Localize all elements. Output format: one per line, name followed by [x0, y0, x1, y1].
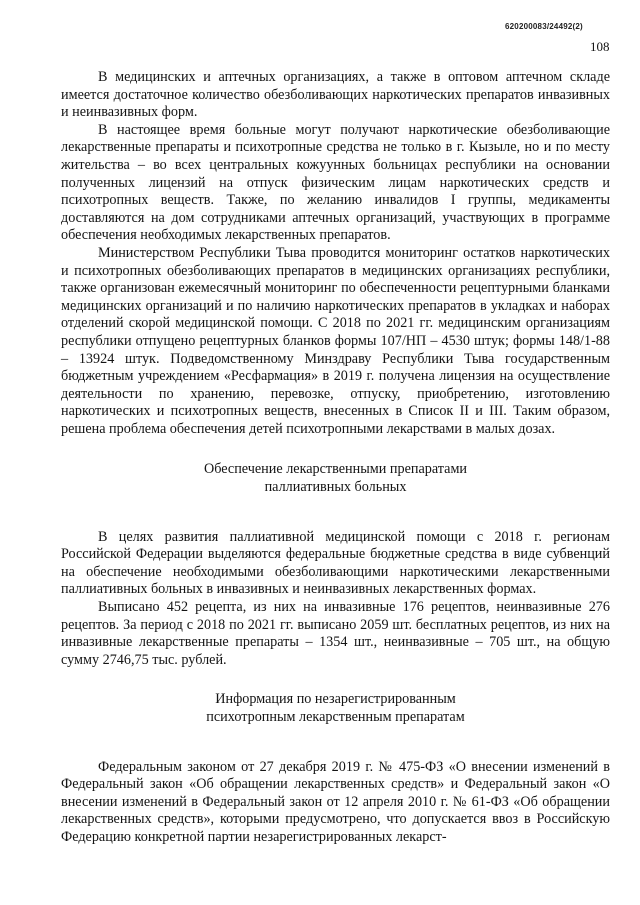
paragraph-access-locations: В настоящее время больные могут получают наркотические обезболивающие лекарственные препараты и психотропные средства не только в г. Кызыле, но и по месту жительства – во всех центральных кожуунных больницах республики на основании полученных лицензий на отпуск физическим лицам наркотических средств и психотропных веществ. Также, по желанию инвалидов I группы, медикаменты доставляются на дом сотрудниками аптечных организаций, участвующих в программе обеспечения необходимых лекарственных препаратов.	[61, 121, 610, 244]
doc-id: 620200083/24492(2)	[505, 22, 583, 31]
heading-palliative-line1: Обеспечение лекарственными препаратами	[203, 461, 468, 478]
heading-unregistered-line1: Информация по незарегистрированным	[215, 691, 456, 708]
paragraph-pharmacy-stock: В медицинских и аптечных организациях, а также в оптовом аптечном складе имеется достаточное количество обезболивающих наркотических препаратов инвазивных и неинвазивных форм.	[61, 69, 610, 121]
paragraph-palliative-funding: В целях развития паллиативной медицинской помощи с 2018 г. регионам Российской Федерации выделяются федеральные бюджетные средства в виде субвенций на обеспечение необходимыми обезболивающими наркотическими лекарственными паллиативных больных в инвазивных и неинвазивных лекарственных формах.	[61, 528, 610, 598]
heading-palliative-line2: паллиативных больных	[264, 479, 407, 496]
document-body	[61, 69, 610, 847]
heading-unregistered-line2: психотропным лекарственным препаратам	[206, 709, 465, 725]
paragraph-federal-law: Федеральным законом от 27 декабря 2019 г. № 475-ФЗ «О внесении изменений в Федеральный закон «Об обращении лекарственных средств» и Федеральный закон «О внесении изменений в Федеральный закон от 12 апреля 2010 г. № 61-ФЗ «Об обращении лекарственных средств», которыми предусмотрено, что допускается ввоз в Российскую Федерацию конкретной партии незарегистрированных лекарст-	[61, 758, 610, 845]
heading-palliative	[61, 461, 610, 496]
paragraph-prescriptions: Выписано 452 рецепта, из них на инвазивные 176 рецептов, неинвазивные 276 рецептов. За период с 2018 по 2021 гг. выписано 2059 шт. бесплатных рецептов, из них на инвазивные лекарственные препараты – 1354 шт., неинвазивные – 705 шт., на общую сумму 2746,75 тыс. рублей.	[61, 599, 610, 668]
heading-unregistered	[61, 691, 610, 726]
paragraph-monitoring: Министерством Республики Тыва проводится мониторинг остатков наркотических и психотропных обезболивающих препаратов в медицинских организациях республики, также организован ежемесячный мониторинг по обеспеченности рецептурными бланками медицинских организаций и по наличию наркотических препаратов в укладках и наборах отделений скорой медицинской помощи. С 2018 по 2021 гг. медицинским организациям республики отпущено рецептурных бланков формы 107/НП – 4530 штук; формы 148/1-88 – 13924 штук. Подведомственному Минздраву Республики Тыва государственным бюджетным учреждением «Ресфармация» в 2019 г. получена лицензия на осуществление деятельности по хранению, перевозке, отпуску, приобретению, изготовлению наркотических и психотропных веществ, внесенных в Список II и III. Таким образом, решена проблема обеспечения детей психотропными лекарствами в малых дозах.	[61, 244, 610, 437]
page-number: 108	[590, 39, 610, 54]
